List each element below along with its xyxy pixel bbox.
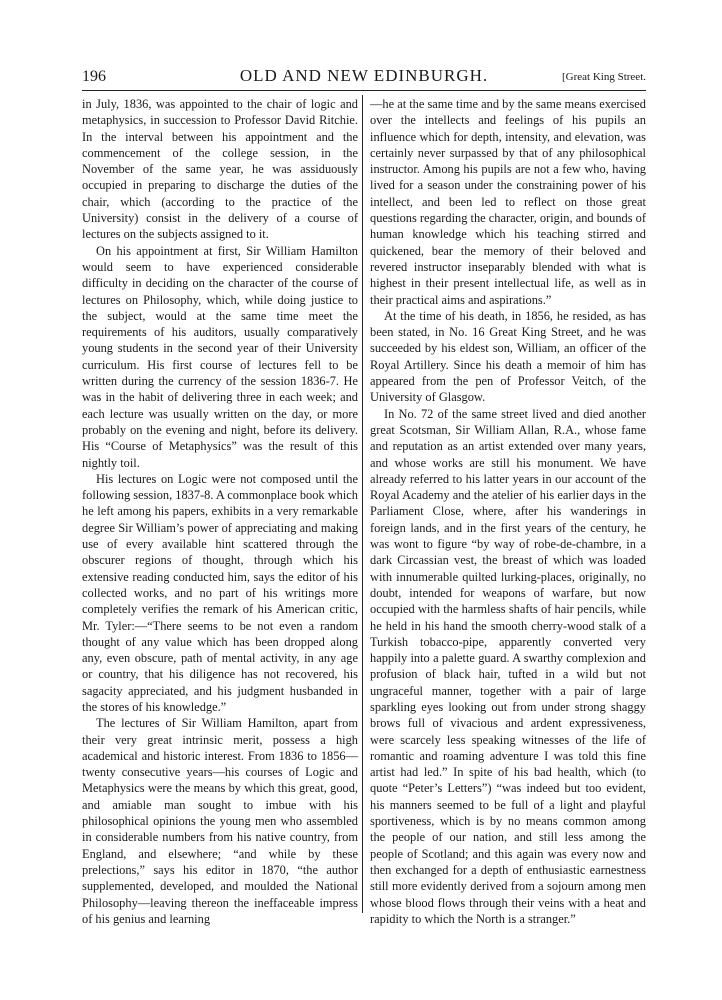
paragraph: The lectures of Sir William Hamilton, apart from their very great intrinsic merit, possess a high academical and historic interest. From 1836 to 1856—twenty consecutive years—his courses of Logic and Metaphysics were the means by which this great, good, and amiable man sought to imbue with his philosophical opinions the young men who assembled in considerable numbers from his native country, from England, and elsewhere; “and while by these prelections,” says his editor in 1870, “the author supplemented, developed, and moulded the National Philosophy—leaving thereon the ineffaceable impress of his genius and learning: [82, 716, 358, 926]
running-title: OLD AND NEW EDINBURGH.: [239, 66, 489, 85]
paragraph: His lectures on Logic were not composed until the following session, 1837-8. A commonplace book which he left among his papers, exhibits in a very remarkable degree Sir William’s power of appreciating and making use of every available hint scattered through the obscurer regions of thought, through which his extensive reading conducted him, says the editor of his collected works, and no part of his writings more completely verifies the remark of his American critic, Mr. Tyler:—“There seems to be not even a random thought of any value which has been dropped along any, even obscure, path of mental activity, in any age or country, that his diligence has not recovered, his sagacity appreciated, and his judgment husbanded in the stores of his knowledge.”: [82, 471, 359, 714]
paragraph: On his appointment at first, Sir William Hamilton would seem to have experienced considerable difficulty in deciding on the character of the course of lectures on Philosophy, which, while doing justice to the subject, would at the same time meet the requirements of his auditors, usually comparatively young students in the second year of their University curriculum. His first course of lectures fell to be written during the currency of the session 1836-7. He was in the habit of delivering three in each week; and each lecture was usually written on the day, or more probably on the evening and night, before its delivery. His “Course of Metaphysics” was the result of this nightly toil.: [82, 243, 358, 470]
paragraph: —he at the same time and by the same means exercised over the intellects and feelings of his pupils an influence which for depth, intensity, and elevation, was certainly never surpassed by that of any philosophical instructor. Among his pupils are not a few who, having lived for a season under the constraining power of his intellect, and been led to reflect on those great questions regarding the character, origin, and bounds of human knowledge which his teaching stirred and quickened, bear the memory of their beloved and revered instructor inseparably blended with what is highest in their present intellectual life, as well as in their practical aims and aspirations.”: [370, 97, 646, 307]
page-header: [82, 66, 646, 88]
right-column: [370, 96, 646, 927]
left-column: [82, 96, 358, 927]
paragraph: In No. 72 of the same street lived and died another great Scotsman, Sir William Allan, R.A., whose fame and reputation as an artist extended over many years, and whose works are still his monument. We have already referred to his latter years in our account of the Royal Academy and the atelier of his earlier days in the Parliament Close, where, after his wanderings in foreign lands, and in the first years of the century, he was wont to figure “by way of robe-de-chambre, in a dark Circassian vest, the breast of which was loaded with innumerable quilted lurking-places, originally, no doubt, intended for weapons of warfare, but now occupied with the harmless shafts of hair pencils, while he held in his hand the smooth cherry-wood stalk of a Turkish tobacco-pipe, apparently converted very happily into a palette guard. A swarthy complexion and profusion of black hair, tufted in a wild but not ungraceful manner, together with a pair of large sparkling eyes looking out from under strong shaggy brows full of vivacious and ardent expressiveness, were scarcely less speaking witnesses of the life of romantic and roaming adventure I was told this fine artist had led.” In spite of his bad health, which (to quote “Peter’s Letters”) “was indeed but too evident, his manners seemed to be full of a light and playful sportiveness, which is by no means common among the people of our nation, and still less among the people of Scotland; and this again was every now and then exchanged for a depth of enthusiastic earnestness still more evidently derived from a sojourn among men whose blood flows through their veins with a heat and rapidity to which the North is a stranger.”: [370, 406, 646, 926]
page-number: 196: [82, 68, 106, 85]
section-reference: [Great King Street.: [562, 71, 646, 83]
paragraph: At the time of his death, in 1856, he resided, as has been stated, in No. 16 Great King Street, and he was succeeded by his eldest son, William, an officer of the Royal Artillery. Since his death a memoir of him has appeared from the pen of Professor Veitch, of the University of Glasgow.: [370, 308, 646, 405]
column-divider: [362, 95, 363, 913]
paragraph: in July, 1836, was appointed to the chair of logic and metaphysics, in succession to Professor David Ritchie. In the interval between his appointment and the commencement of the college session, in the November of the same year, he was assiduously occupied in preparing to discharge the duties of the chair, which (according to the practice of the University) consist in the delivery of a course of lectures on the subjects assigned to it.: [82, 97, 358, 242]
header-rule: [82, 90, 646, 91]
